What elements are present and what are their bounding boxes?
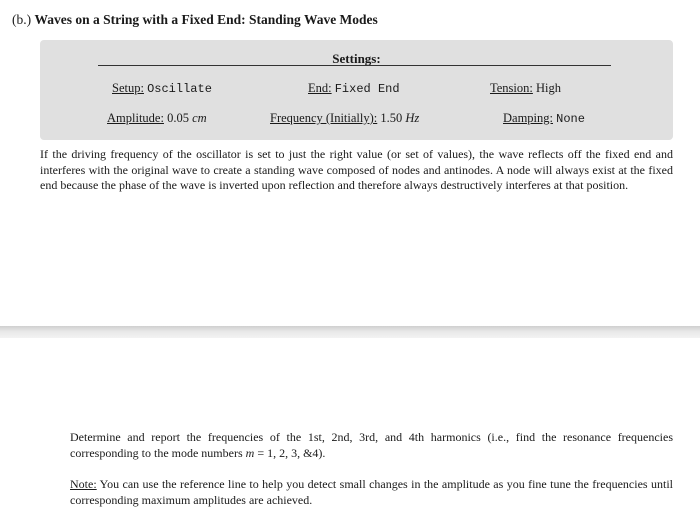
question-text: Determine and report the frequencies of the 1st, 2nd, 3rd, and 4th harmonics (i.e., find the resonance frequencies corresponding to the mode numbers	[70, 430, 673, 460]
damping-setting	[503, 111, 585, 126]
frequency-unit: Hz	[405, 111, 420, 125]
page-break	[0, 326, 700, 338]
frequency-value: 1.50	[380, 111, 403, 125]
tension-value: High	[536, 81, 561, 95]
note-text: You can use the reference line to help you detect small changes in the amplitude as you fine tune the frequencies until corresponding maximum amplitudes are achieved.	[70, 477, 673, 507]
section-heading	[12, 12, 692, 28]
setup-setting	[112, 81, 212, 96]
explanation-paragraph: If the driving frequency of the oscillator is set to just the right value (or set of values), the wave reflects off the fixed end and interferes with the original wave to create a standing wave composed of nodes and antinodes. A node will always exist at the fixed end because the phase of the wave is inverted upon reflection and therefore always destructively interferes at that position.	[40, 147, 673, 193]
part-label: (b.)	[12, 12, 32, 27]
frequency-setting	[270, 111, 419, 126]
mode-variable: m	[245, 445, 255, 460]
question-text-end: = 1, 2, 3, &4).	[254, 445, 326, 460]
amplitude-label: Amplitude:	[107, 111, 164, 125]
setup-value: Oscillate	[147, 82, 212, 96]
section-title: Waves on a String with a Fixed End: Standing Wave Modes	[34, 12, 378, 27]
end-setting	[308, 81, 400, 96]
frequency-label: Frequency (Initially):	[270, 111, 378, 125]
note-paragraph	[70, 477, 673, 508]
settings-divider	[98, 65, 611, 66]
note-label: Note:	[70, 477, 97, 491]
tension-label: Tension:	[490, 81, 533, 95]
end-value: Fixed End	[334, 82, 400, 96]
end-label: End:	[308, 81, 332, 95]
amplitude-setting	[107, 111, 207, 126]
damping-label: Damping:	[503, 111, 553, 125]
settings-title: Settings:	[332, 51, 381, 66]
settings-panel	[40, 40, 673, 140]
question-paragraph	[70, 430, 673, 461]
damping-value: None	[556, 112, 585, 126]
setup-label: Setup:	[112, 81, 144, 95]
amplitude-value: 0.05	[167, 111, 189, 125]
amplitude-unit: cm	[192, 111, 207, 125]
tension-setting	[490, 81, 561, 96]
